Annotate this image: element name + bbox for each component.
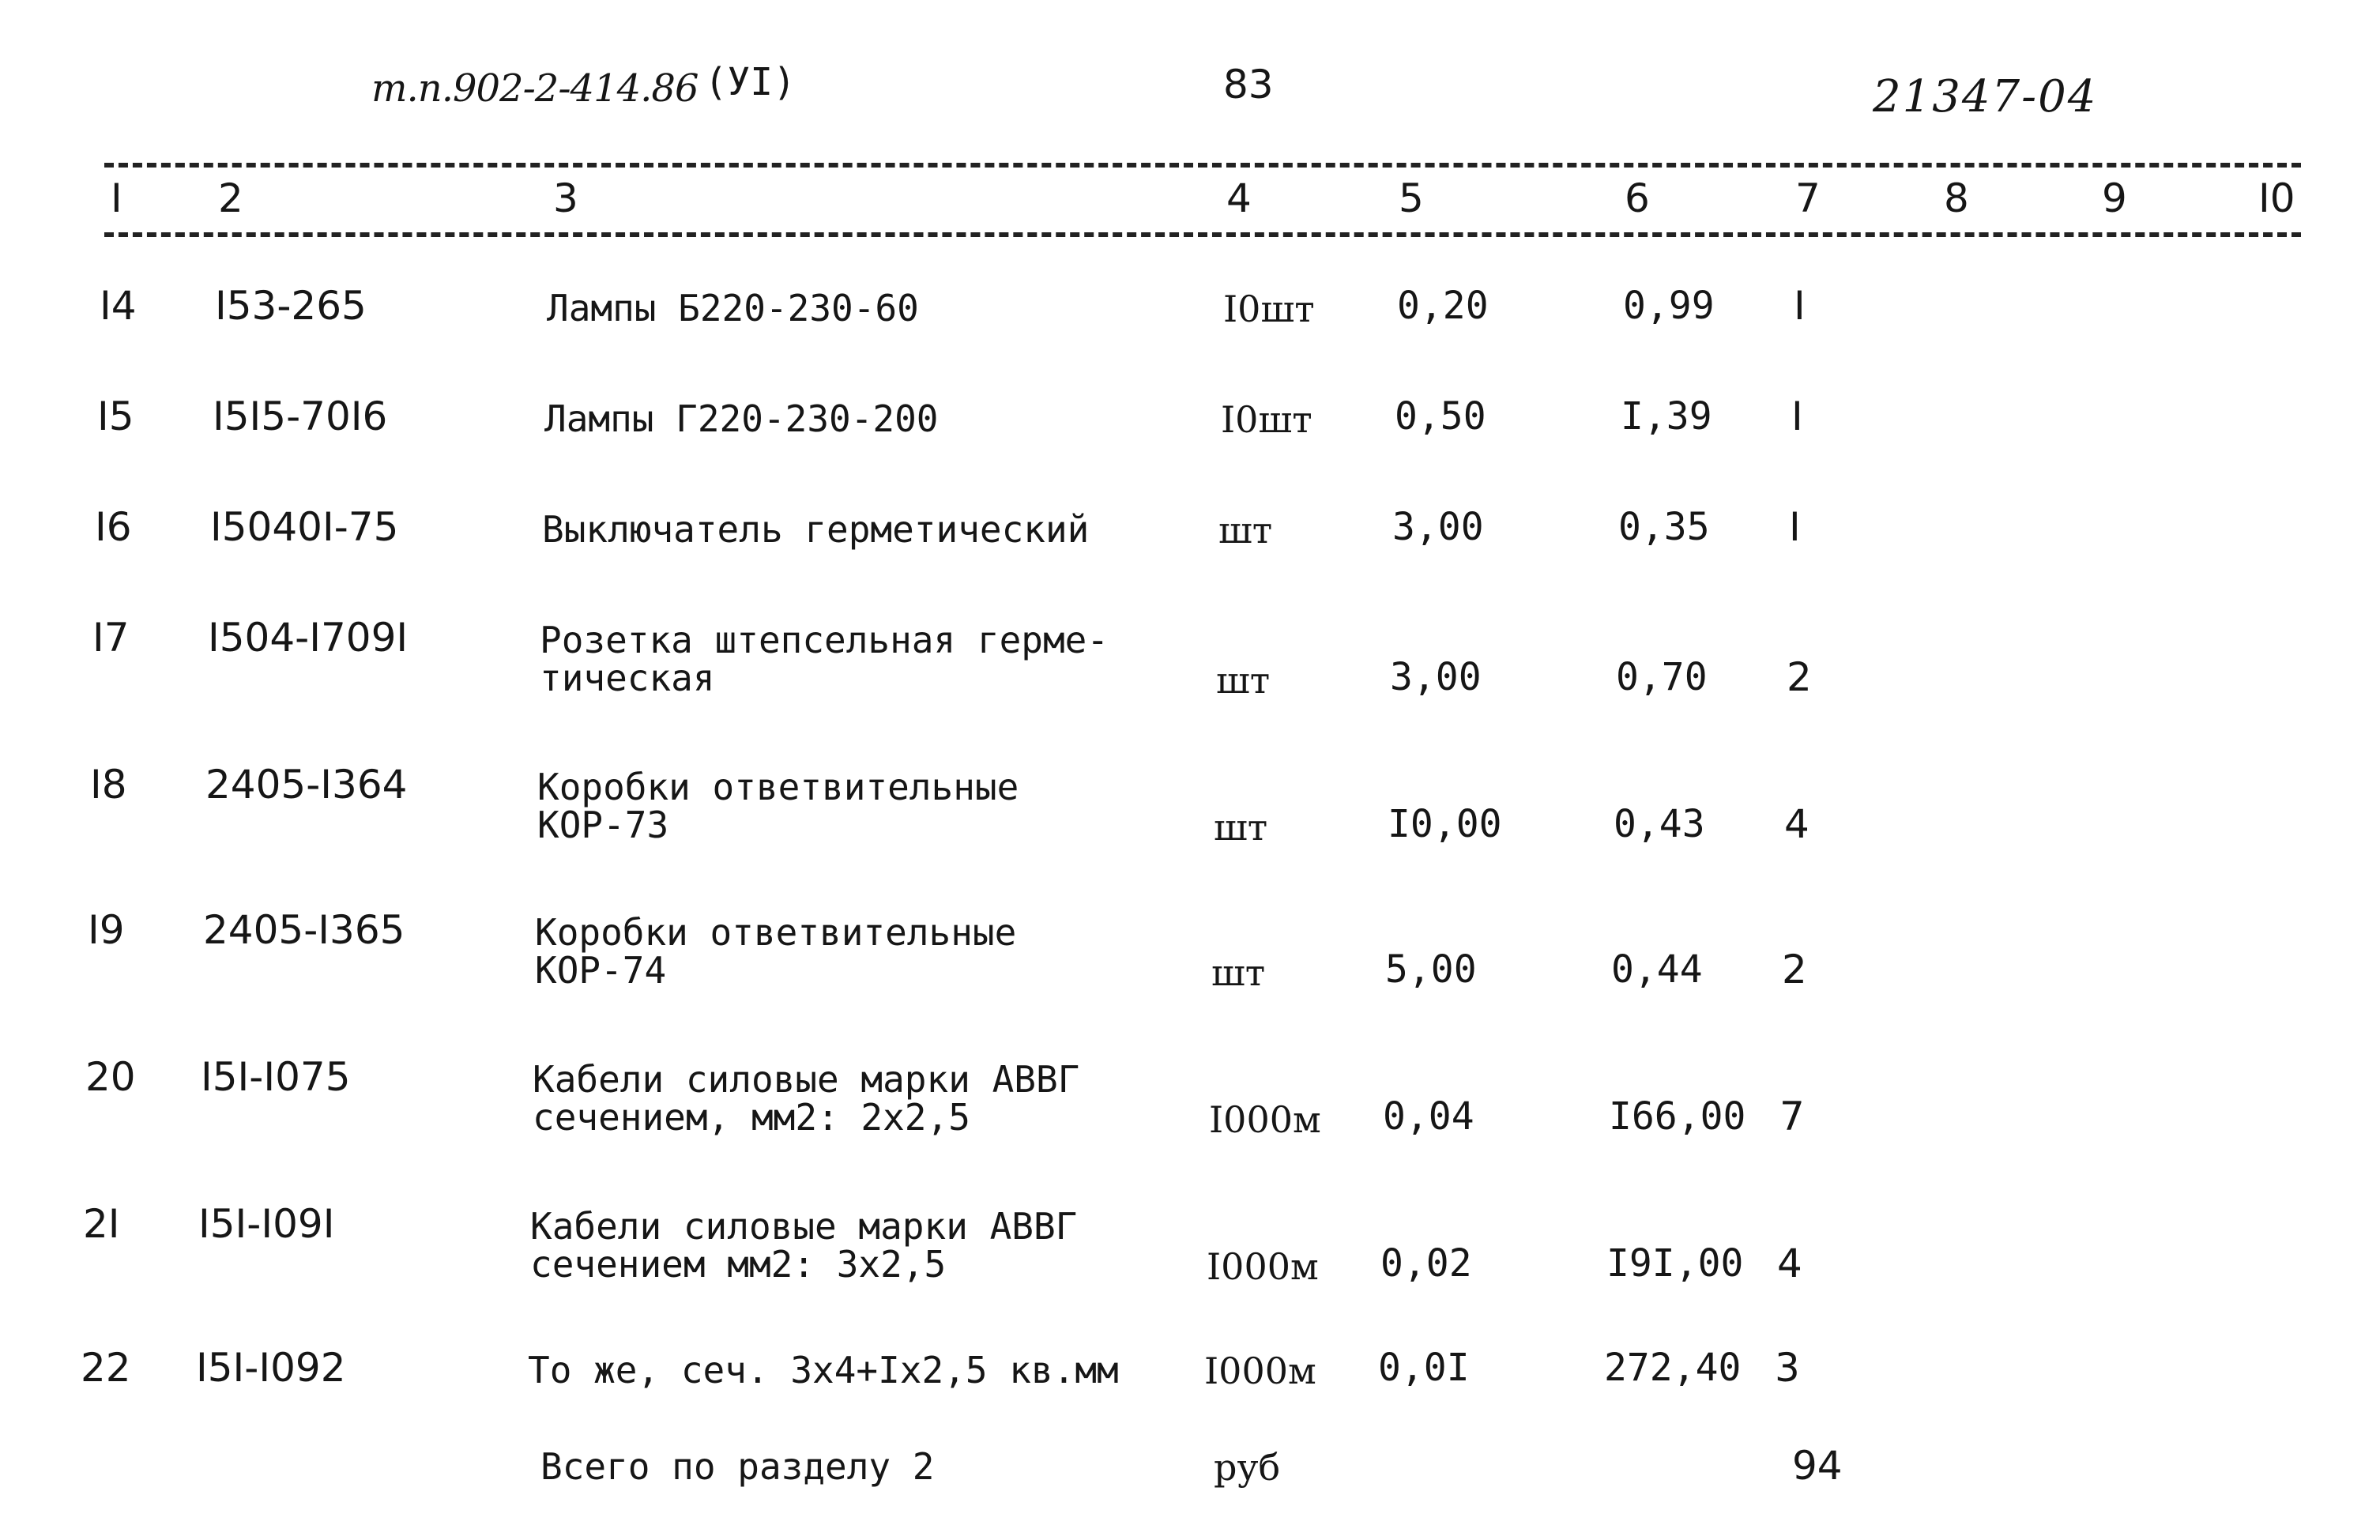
row-price: I66,00 [1609, 1094, 1746, 1139]
row-name [535, 911, 1017, 992]
row-name-line: Лампы Б220-230-60 [547, 287, 919, 329]
row-price: I,39 [1621, 394, 1712, 439]
row-unit: шт [1214, 806, 1268, 849]
row-name [528, 1351, 1119, 1389]
row-name [537, 768, 1019, 844]
row-code: 2405-I365 [203, 907, 405, 953]
row-name-line: То же, сеч. 3х4+Iх2,5 кв.мм [528, 1349, 1119, 1391]
row-unit: I0шт [1223, 288, 1315, 330]
row-qty: 0,0I [1378, 1346, 1470, 1390]
row-unit: I000м [1207, 1245, 1319, 1288]
row-name-line: Лампы Г220-230-200 [544, 397, 939, 440]
column-header: I0 [2258, 175, 2295, 221]
row-code: I53-265 [215, 283, 367, 329]
column-header: 7 [1795, 175, 1821, 221]
row-name-line: КОР-74 [535, 949, 667, 992]
column-header: 2 [218, 175, 243, 221]
row-unit: шт [1216, 659, 1271, 702]
row-name-line: сечением мм2: 3х2,5 [530, 1243, 947, 1286]
row-num: 22 [81, 1345, 131, 1391]
column-header: 5 [1399, 175, 1424, 221]
row-total: I [1789, 504, 1801, 550]
row-name-line: КОР-73 [537, 804, 669, 846]
row-qty: 3,00 [1390, 655, 1482, 699]
row-unit: I000м [1209, 1098, 1321, 1141]
page-number: 83 [1223, 62, 1274, 107]
row-name [542, 508, 1090, 551]
row-total: 4 [1784, 801, 1809, 847]
summary-label: Всего по разделу 2 [540, 1445, 935, 1488]
row-price: 0,44 [1611, 947, 1703, 992]
row-code: I5I-I092 [196, 1345, 346, 1391]
row-total: 2 [1782, 947, 1807, 992]
row-qty: 0,02 [1380, 1241, 1472, 1286]
column-header: 9 [2102, 175, 2127, 221]
row-qty: 0,50 [1395, 394, 1486, 439]
row-total: 2 [1787, 654, 1812, 700]
summary-total: 94 [1792, 1443, 1843, 1489]
row-name [547, 289, 919, 327]
row-num: I8 [90, 762, 127, 808]
row-name-line: тическая [540, 657, 715, 699]
summary-unit: руб [1214, 1446, 1281, 1489]
row-name [540, 621, 1109, 697]
row-name-line: Кабели силовые марки АВВГ [533, 1058, 1080, 1101]
row-price: 272,40 [1604, 1346, 1742, 1390]
header-rule-bottom [104, 232, 2301, 237]
row-num: I9 [88, 907, 125, 953]
column-header: 4 [1226, 175, 1252, 221]
row-num: I5 [97, 393, 134, 439]
document-header-left [371, 60, 796, 111]
row-num: 2I [83, 1201, 120, 1247]
row-name-line: Кабели силовые марки АВВГ [530, 1205, 1078, 1248]
row-name-line: Коробки ответвительные [537, 766, 1019, 808]
column-header: 6 [1625, 175, 1650, 221]
row-name-line: сечением, мм2: 2х2,5 [533, 1096, 970, 1139]
row-price: 0,43 [1614, 802, 1705, 846]
row-num: 20 [85, 1054, 136, 1100]
row-name [544, 397, 939, 440]
row-total: 4 [1777, 1241, 1802, 1286]
row-code: I5I5-70I6 [213, 393, 388, 439]
row-total: 7 [1779, 1094, 1805, 1139]
row-price: 0,99 [1623, 284, 1715, 328]
header-rule-top [104, 163, 2301, 168]
row-code: I504-I709I [208, 615, 409, 661]
row-name [530, 1205, 1078, 1286]
row-price: I9I,00 [1606, 1241, 1744, 1286]
row-code: I5I-I075 [201, 1054, 351, 1100]
row-qty: 3,00 [1392, 505, 1484, 549]
column-header: 8 [1944, 175, 1969, 221]
archive-number: 21347-04 [1873, 71, 2098, 122]
sheet-marker: (УI) [704, 60, 796, 104]
row-unit: I000м [1204, 1350, 1316, 1392]
row-qty: 0,04 [1383, 1094, 1474, 1139]
row-price: 0,35 [1618, 505, 1710, 549]
row-code: I5I-I09I [198, 1201, 335, 1247]
row-num: I4 [100, 283, 137, 329]
row-num: I7 [92, 615, 130, 661]
row-qty: 5,00 [1385, 947, 1477, 992]
row-qty: 0,20 [1397, 284, 1489, 328]
column-header: I [111, 175, 122, 221]
row-unit: шт [1211, 951, 1266, 994]
row-name-line: Выключатель герметический [542, 508, 1090, 551]
row-name-line: Коробки ответвительные [535, 911, 1017, 954]
row-code: I5040I-75 [210, 504, 399, 550]
row-code: 2405-I364 [205, 762, 408, 808]
column-header: 3 [553, 175, 578, 221]
row-qty: I0,00 [1388, 802, 1502, 846]
row-unit: шт [1218, 509, 1273, 552]
row-unit: I0шт [1221, 398, 1312, 441]
row-total: 3 [1775, 1345, 1800, 1391]
row-total: I [1791, 393, 1803, 439]
row-num: I6 [95, 504, 132, 550]
row-name [533, 1058, 1080, 1139]
row-total: I [1794, 283, 1806, 329]
row-price: 0,70 [1616, 655, 1708, 699]
row-name-line: Розетка штепсельная герме- [540, 619, 1109, 661]
project-code: т.п.902-2-414.86 [371, 66, 699, 111]
